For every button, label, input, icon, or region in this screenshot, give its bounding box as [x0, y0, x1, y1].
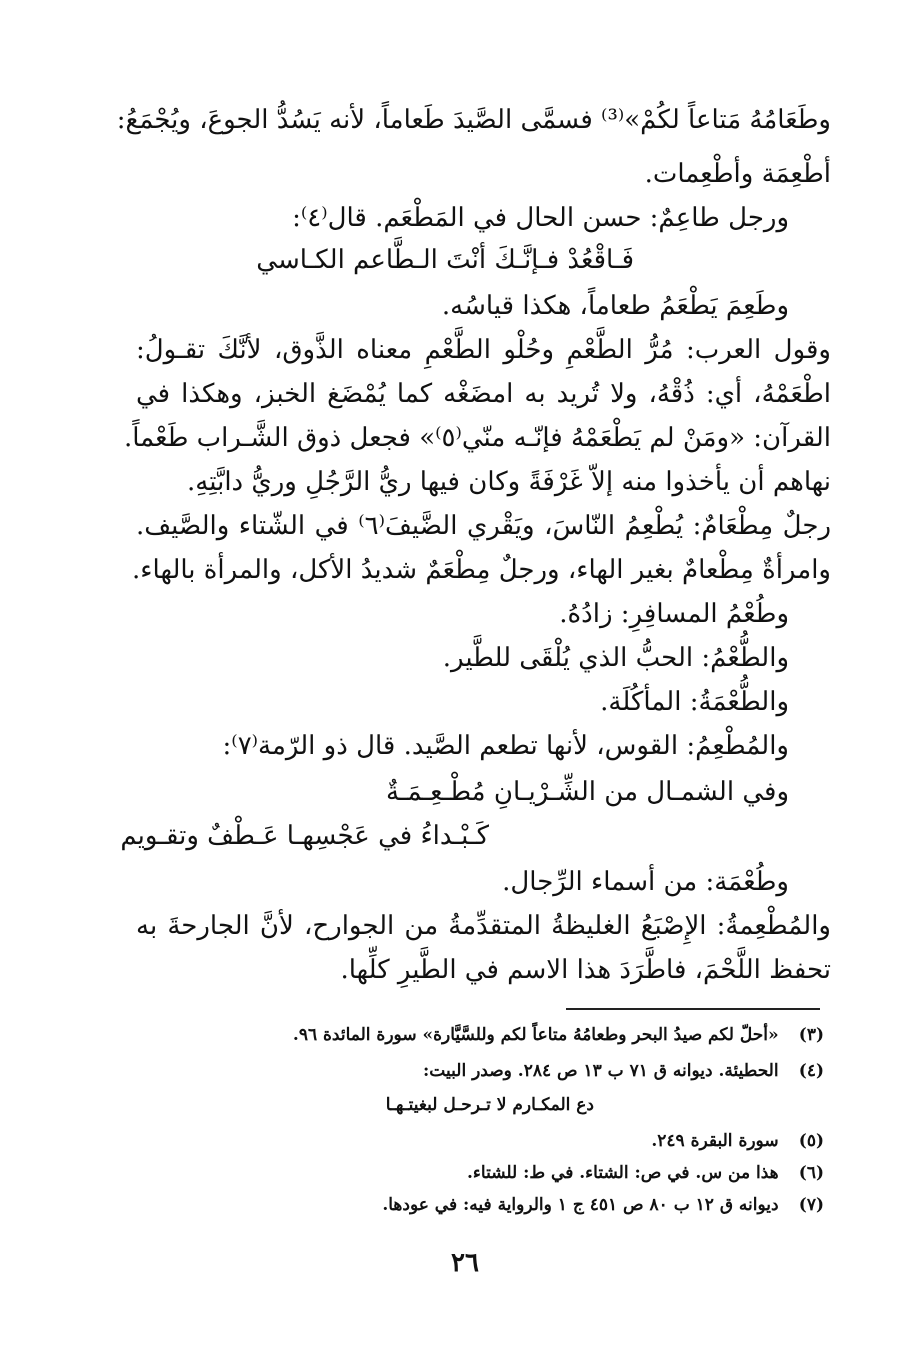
- footnote-text: «أحلّ لكم صيدُ البحر وطعامُهُ متاعاً لكم وللسَّيَّارة» سورة المائدة ٩٦.: [292, 1025, 779, 1045]
- verse-line-2: وفي الشمـال من الشِّـرْيـانِ مُطْـعِـمَـةٌ: [385, 777, 789, 807]
- text-line-1: وطَعَامُهُ مَتاعاً لكُمْ»⁽³⁾ فسمَّى الصَّيدَ طَعاماً، لأنه يَسُدُّ الجوعَ، ويُجْمَعُ:: [116, 105, 831, 135]
- text-line-16: والمُطْعِمةُ: الإِصْبَعُ الغليظةُ المتقدِّمةُ من الجوارح، لأنَّ الجارحةَ به: [136, 911, 831, 941]
- footnote-4-verse: [294, 1092, 594, 1120]
- footnote-number: (٧): [798, 1195, 824, 1215]
- footnote-5: [124, 1128, 824, 1156]
- text-line-12: والطُّعْمُ: الحبُّ الذي يُلْقَى للطَّير.: [442, 643, 789, 673]
- footnote-text: الحطيئة. ديوانه ق ٧١ ب ١٣ ص ٢٨٤. وصدر البيت:: [423, 1061, 779, 1081]
- footnote-text: سورة البقرة ٢٤٩.: [651, 1131, 779, 1151]
- verse-line-3: كَـبْـداءُ في عَجْسِهـا عَـطْفٌ وتقـويم: [120, 821, 489, 851]
- footnote-number: (٥): [798, 1131, 824, 1151]
- footnote-text: هذا من س. في ص: الشتاء. في ط: للشتاء.: [467, 1163, 779, 1183]
- text-line-3: ورجل طاعِمٌ: حسن الحال في المَطْعَم. قال⁽٤⁾:: [292, 203, 789, 233]
- footnote-number: (٤): [798, 1061, 824, 1081]
- footnote-separator: [566, 1008, 820, 1010]
- footnote-number: (٦): [798, 1163, 824, 1183]
- text-line-6: اطْعَمْهُ، أي: ذُقْهُ، ولا تُريد به امضَغْه كما يُمْضَغ الخبز، وهكذا في: [136, 379, 831, 409]
- text-line-17: تحفظ اللَّحْمَ، فاطَّرَدَ هذا الاسم في الطَّيرِ كلِّها.: [340, 955, 831, 985]
- footnote-6: [124, 1160, 824, 1188]
- verse-line-1: فَـاقْعُدْ فـإنَّـكَ أنْتَ الـطَّاعم الكـاسي: [256, 245, 634, 275]
- text-line-9: رجلٌ مِطْعَامٌ: يُطْعِمُ النّاسَ، ويَقْري الضَّيفَ⁽٦⁾ في الشّتاء والصَّيف.: [136, 511, 832, 541]
- footnote-3: [124, 1022, 824, 1050]
- footnote-verse-text: دع المكـارم لا تـرحـل لبغيتـهـا: [385, 1095, 594, 1115]
- text-line-7: القرآن: «ومَنْ لم يَطْعَمْهُ فإنّـه منّي⁽٥⁾» فجعل ذوق الشَّـراب طَعْماً.: [123, 423, 831, 453]
- text-line-5: وقول العرب: مُرُّ الطَّعْمِ وحُلْو الطَّعْمِ معناه الذَّوق، لأنَّكَ تقـولُ:: [136, 335, 831, 365]
- text-line-8: نهاهم أن يأخذوا منه إلاّ غَرْفَةً وكان فيها ريُّ الرَّجُلِ وريُّ دابَّتِهِ.: [187, 467, 831, 497]
- text-line-14: والمُطْعِمُ: القوس، لأنها تطعم الصَّيد. قال ذو الرّمة⁽٧⁾:: [222, 731, 789, 761]
- text-line-11: وطُعْمُ المسافِرِ: زادُهُ.: [559, 599, 789, 629]
- text-line-2: أطْعِمَة وأطْعِمات.: [644, 159, 831, 189]
- footnote-number: (٣): [798, 1025, 824, 1045]
- footnote-4: [124, 1058, 824, 1086]
- footnote-text: ديوانه ق ١٢ ب ٨٠ ص ٤٥١ ج ١ والرواية فيه: في عودها.: [382, 1195, 779, 1215]
- footnote-7: [124, 1192, 824, 1220]
- text-line-4: وطَعِمَ يَطْعَمُ طعاماً، هكذا قياسُه.: [441, 291, 789, 321]
- text-line-13: والطُّعْمَةُ: المأكُلَة.: [600, 687, 789, 717]
- page-number: ٢٦: [451, 1248, 479, 1278]
- text-line-15: وطُعْمَة: من أسماء الرِّجال.: [502, 867, 789, 897]
- text-line-10: وامرأةٌ مِطْعامٌ بغير الهاء، ورجلٌ مِطْعَمٌ شديدُ الأكل، والمرأة بالهاء.: [132, 555, 831, 585]
